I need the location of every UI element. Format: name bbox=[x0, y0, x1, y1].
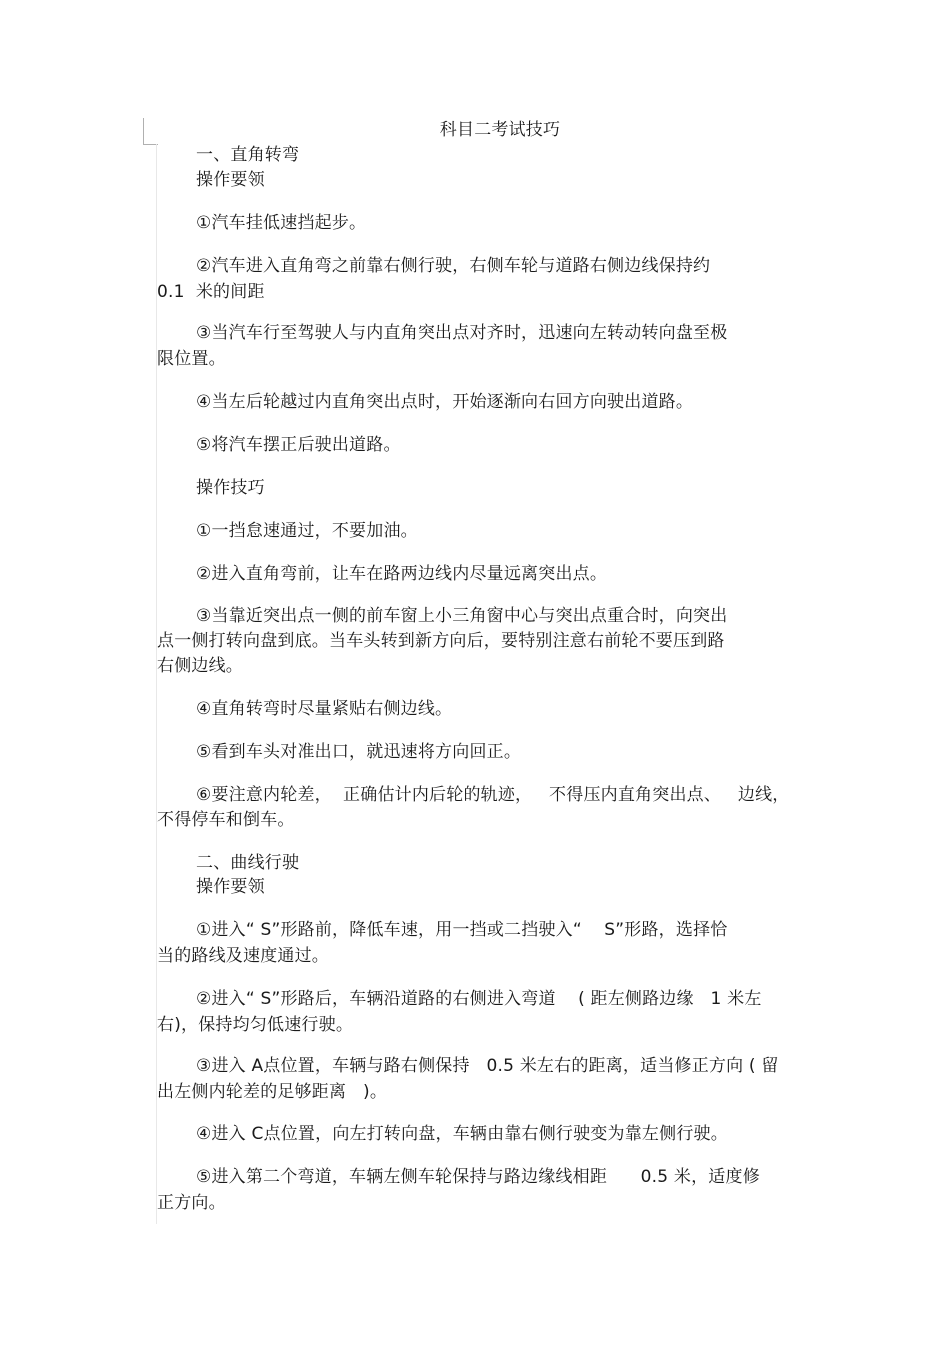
section2-heading: 二、曲线行驶 bbox=[196, 853, 300, 873]
section1-step-2-cont: 0.1 米的间距 bbox=[157, 282, 265, 302]
section1-tip-4: ④直角转弯时尽量紧贴右侧边线。 bbox=[196, 699, 453, 719]
section2-subheading-method: 操作要领 bbox=[196, 877, 265, 897]
section1-step-5: ⑤将汽车摆正后驶出道路。 bbox=[196, 435, 401, 455]
section1-tip-1: ①一挡怠速通过，不要加油。 bbox=[196, 521, 418, 541]
section1-heading: 一、直角转弯 bbox=[196, 145, 300, 165]
section1-tip-2: ②进入直角弯前，让车在路两边线内尽量远离突出点。 bbox=[196, 564, 608, 584]
section2-step-2: ②进入“ S”形路后，车辆沿道路的右侧进入弯道 ( 距左侧路边缘 1 米左 bbox=[196, 989, 762, 1009]
section1-step-2: ②汽车进入直角弯之前靠右侧行驶，右侧车轮与道路右侧边线保持约 bbox=[196, 256, 711, 276]
section1-tip-5: ⑤看到车头对准出口，就迅速将方向回正。 bbox=[196, 742, 522, 762]
section1-step-3-cont: 限位置。 bbox=[157, 349, 226, 369]
document-title: 科目二考试技巧 bbox=[439, 120, 561, 140]
section1-step-4: ④当左后轮越过内直角突出点时，开始逐渐向右回方向驶出道路。 bbox=[196, 392, 694, 412]
section1-tip-6-cont: 不得停车和倒车。 bbox=[157, 810, 295, 830]
section2-step-5-cont: 正方向。 bbox=[157, 1193, 226, 1213]
section1-step-3: ③当汽车行至驾驶人与内直角突出点对齐时，迅速向左转动转向盘至极 bbox=[196, 323, 728, 343]
section2-step-3-cont: 出左侧内轮差的足够距离 )。 bbox=[157, 1082, 388, 1102]
section1-tip-3-cont-2: 右侧边线。 bbox=[157, 656, 243, 676]
section1-tip-3-cont-1: 点一侧打转向盘到底。当车头转到新方向后，要特别注意右前轮不要压到路 bbox=[157, 631, 725, 651]
section1-tip-6: ⑥要注意内轮差， 正确估计内后轮的轨迹， 不得压内直角突出点、 边线， bbox=[196, 785, 790, 805]
section1-step-1: ①汽车挂低速挡起步。 bbox=[196, 213, 367, 233]
section2-step-2-cont: 右)，保持均匀低速行驶。 bbox=[157, 1015, 354, 1035]
section1-subheading-method: 操作要领 bbox=[196, 170, 265, 190]
section1-tip-3: ③当靠近突出点一侧的前车窗上小三角窗中心与突出点重合时，向突出 bbox=[196, 606, 728, 626]
page-margin-line bbox=[156, 144, 157, 1224]
section2-step-3: ③进入 A点位置，车辆与路右侧保持 0.5 米左右的距离，适当修正方向 ( 留 bbox=[196, 1056, 779, 1076]
section2-step-5: ⑤进入第二个弯道，车辆左侧车轮保持与路边缘线相距 0.5 米，适度修 bbox=[196, 1167, 760, 1187]
section2-step-4: ④进入 C点位置，向左打转向盘，车辆由靠右侧行驶变为靠左侧行驶。 bbox=[196, 1124, 728, 1144]
section2-step-1: ①进入“ S”形路前，降低车速，用一挡或二挡驶入“ S”形路，选择恰 bbox=[196, 920, 728, 940]
section1-subheading-tips: 操作技巧 bbox=[196, 478, 265, 498]
section2-step-1-cont: 当的路线及速度通过。 bbox=[157, 946, 329, 966]
